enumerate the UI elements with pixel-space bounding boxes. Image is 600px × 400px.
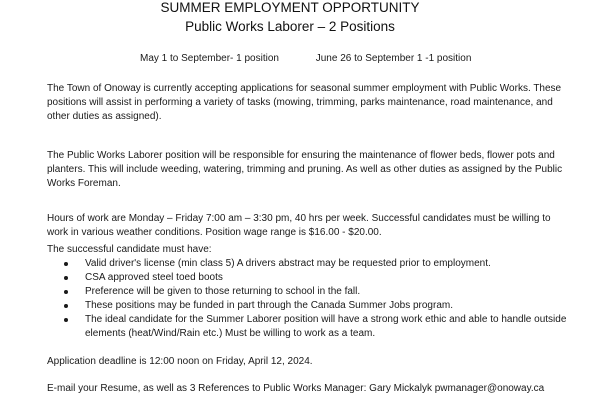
- deadline-paragraph: Application deadline is 12:00 noon on Friday, April 12, 2024.: [47, 356, 313, 367]
- requirement-text: CSA approved steel toed boots: [85, 272, 223, 283]
- positions-line: [140, 52, 471, 66]
- bullet-icon: [64, 262, 68, 266]
- requirement-text: Valid driver's license (min class 5) A drivers abstract may be requested prior to employment.: [85, 258, 491, 269]
- list-item: [47, 313, 567, 341]
- requirement-text: The ideal candidate for the Summer Laborer position will have a strong work ethic and able to handle outside elements (heat/Wind/Rain etc.) Must be willing to work as a team.: [85, 314, 567, 339]
- requirement-text: These positions may be funded in part through the Canada Summer Jobs program.: [85, 300, 453, 311]
- bullet-icon: [64, 304, 68, 308]
- hours-paragraph: Hours of work are Monday – Friday 7:00 am – 3:30 pm, 40 hrs per week. Successful candidates must be willing to work in various weather conditions. Position wage range is $16.00 - $20.00.: [47, 213, 551, 238]
- bullet-icon: [64, 276, 68, 280]
- document-title: SUMMER EMPLOYMENT OPPORTUNITY: [160, 0, 420, 15]
- bullet-icon: [64, 290, 68, 294]
- contact-paragraph: E-mail your Resume, as well as 3 References to Public Works Manager: Gary Mickalyk pwmanager@onoway.ca: [47, 383, 545, 394]
- requirements-heading: The successful candidate must have:: [47, 244, 212, 255]
- document-subtitle: Public Works Laborer – 2 Positions: [185, 19, 395, 34]
- laborer-paragraph: The Public Works Laborer position will be responsible for ensuring the maintenance of flower beds, flower pots and planters. This will include weeding, watering, trimming and pruning. As well as other duties as assigned by the Public Works Foreman.: [47, 150, 563, 189]
- list-item: [47, 257, 567, 271]
- bullet-icon: [64, 318, 68, 322]
- list-item: [47, 271, 567, 285]
- position-one: May 1 to September- 1 position: [140, 53, 279, 64]
- list-item: [47, 299, 567, 313]
- intro-paragraph: The Town of Onoway is currently accepting applications for seasonal summer employment with Public Works. These positions will assist in performing a variety of tasks (mowing, trimming, parks maintenance, road maintenance, and other duties as assigned).: [47, 83, 562, 122]
- requirement-text: Preference will be given to those returning to school in the fall.: [85, 286, 361, 297]
- list-item: [47, 285, 567, 299]
- requirements-list: [47, 257, 567, 341]
- position-two: June 26 to September 1 -1 position: [315, 53, 472, 64]
